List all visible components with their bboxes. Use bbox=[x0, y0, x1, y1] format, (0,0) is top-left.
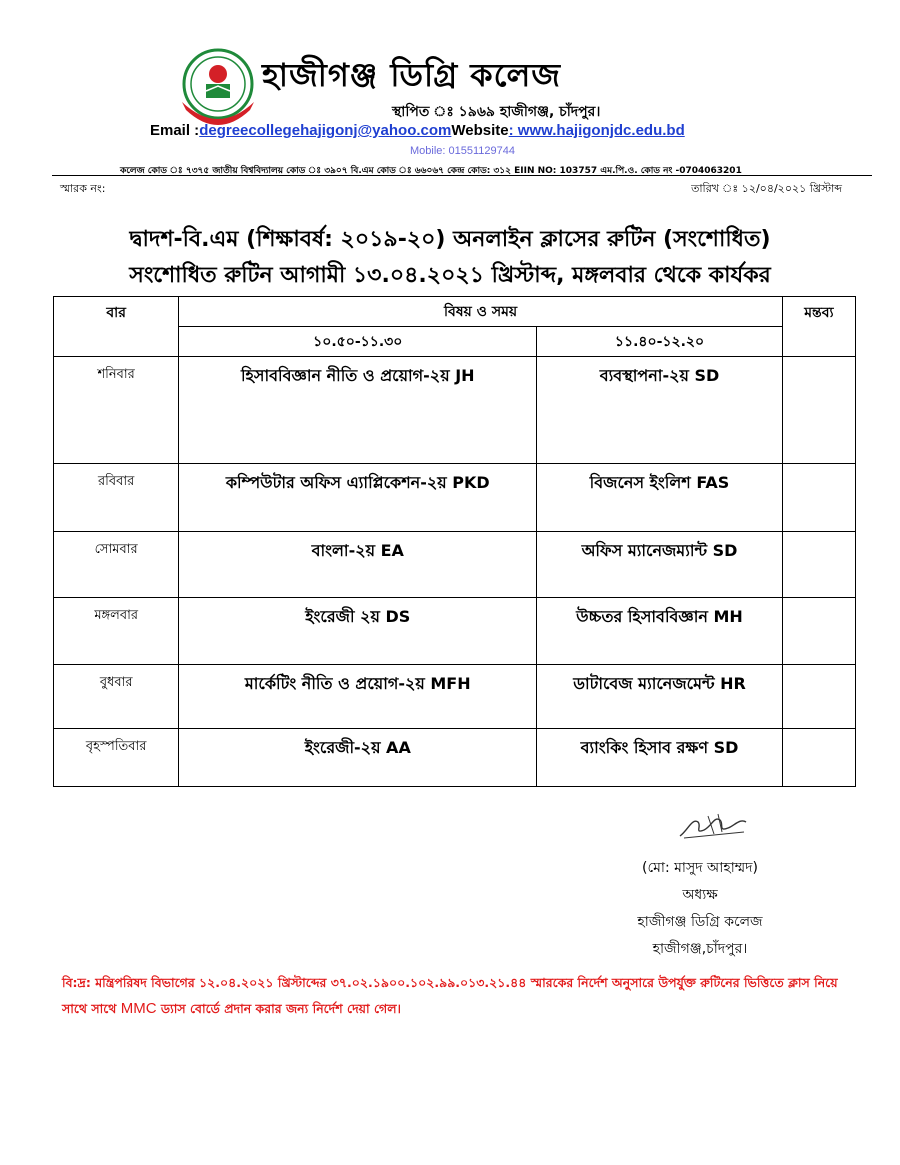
remarks-cell bbox=[782, 532, 855, 598]
website-label: Website bbox=[451, 122, 509, 139]
note-text-1: বি:দ্র: মন্ত্রিপরিষদ বিভাগের ১২.০৪.২০২১ খ্রিস্টাব্দের ৩৭.০২.১৯০০.১০২.৯৯.০১৩.২১.৪৪ স্মারকের নির্দেশ অনুসারে উপর্যুক্ত রুটিনের ভিত্তিতে ক্লাস নিয়ে সাথে সাথে bbox=[62, 975, 838, 1016]
table-row bbox=[54, 357, 856, 464]
college-name: হাজীগঞ্জ ডিগ্রি কলেজ bbox=[262, 56, 562, 94]
remarks-cell bbox=[782, 357, 855, 464]
note-mmc: MMC bbox=[120, 1000, 157, 1017]
signatory-designation: অধ্যক্ষ bbox=[682, 887, 718, 903]
signatory-institution: হাজীগঞ্জ ডিগ্রি কলেজ bbox=[637, 914, 763, 930]
day-cell: রবিবার bbox=[54, 464, 179, 532]
header-slot-1: ১০.৫০-১১.৩০ bbox=[179, 327, 537, 357]
header-day: বার bbox=[54, 297, 179, 357]
slot1-cell: ইংরেজী ২য় DS bbox=[179, 598, 537, 665]
mobile-number: Mobile: 01551129744 bbox=[410, 145, 515, 157]
college-codes: কলেজ কোড ঃ ৭৩৭৫ জাতীয় বিশ্ববিদ্যালয় কোড ঃ ৩৯০৭ বি.এম কোড ঃ ৬৬০৬৭ কেন্দ্র কোড: ৩১২ EIIN NO: 103757 এম.পি.ও. কোড নং -0704063201 bbox=[120, 166, 742, 176]
slot1-cell: মার্কেটিং নীতি ও প্রয়োগ-২য় MFH bbox=[179, 665, 537, 729]
day-cell: বুধবার bbox=[54, 665, 179, 729]
table-row bbox=[54, 598, 856, 665]
table-row bbox=[54, 729, 856, 787]
slot2-cell: ডাটাবেজ ম্যানেজমেন্ট HR bbox=[537, 665, 783, 729]
table-row bbox=[54, 665, 856, 729]
footer-note bbox=[62, 970, 852, 1022]
slot1-cell: হিসাববিজ্ঞান নীতি ও প্রয়োগ-২য় JH bbox=[179, 357, 537, 464]
slot2-cell: বিজনেস ইংলিশ FAS bbox=[537, 464, 783, 532]
established-line: স্থাপিত ঃ ১৯৬৯ হাজীগঞ্জ, চাঁদপুর। bbox=[392, 104, 601, 120]
signatory-name: (মো: মাসুদ আহাম্মদ) bbox=[642, 860, 758, 876]
signatory-location: হাজীগঞ্জ,চাঁদপুর। bbox=[652, 941, 748, 957]
header-divider bbox=[52, 175, 872, 176]
day-cell: শনিবার bbox=[54, 357, 179, 464]
slot2-cell: অফিস ম্যানেজম্যান্ট SD bbox=[537, 532, 783, 598]
routine-title: দ্বাদশ-বি.এম (শিক্ষাবর্ষ: ২০১৯-২০) অনলাইন ক্লাসের রুটিন (সংশোধিত) bbox=[129, 227, 771, 252]
memo-date: তারিখ ঃ ১২/০৪/২০২১ খ্রিস্টাব্দ bbox=[691, 182, 842, 195]
slot1-cell: ইংরেজী-২য় AA bbox=[179, 729, 537, 787]
table-row bbox=[54, 464, 856, 532]
contact-line bbox=[150, 122, 685, 139]
day-cell: বৃহস্পতিবার bbox=[54, 729, 179, 787]
table-row bbox=[54, 532, 856, 598]
remarks-cell bbox=[782, 665, 855, 729]
slot1-cell: বাংলা-২য় EA bbox=[179, 532, 537, 598]
slot2-cell: ব্যাংকিং হিসাব রক্ষণ SD bbox=[537, 729, 783, 787]
header-slot-2: ১১.৪০-১২.২০ bbox=[537, 327, 783, 357]
email-label: Email : bbox=[150, 122, 200, 139]
email-link[interactable]: degreecollegehajigonj@yahoo.com bbox=[199, 122, 452, 139]
remarks-cell bbox=[782, 598, 855, 665]
routine-table bbox=[53, 296, 856, 787]
slot2-cell: উচ্চতর হিসাববিজ্ঞান MH bbox=[537, 598, 783, 665]
day-cell: মঙ্গলবার bbox=[54, 598, 179, 665]
signatory-block bbox=[600, 855, 800, 963]
slot2-cell: ব্যবস্থাপনা-২য় SD bbox=[537, 357, 783, 464]
memo-number: স্মারক নং: bbox=[60, 182, 106, 195]
day-cell: সোমবার bbox=[54, 532, 179, 598]
principal-signature bbox=[674, 808, 754, 844]
header-subject-time: বিষয় ও সময় bbox=[179, 297, 783, 327]
slot1-cell: কম্পিউটার অফিস এ্যাপ্লিকেশন-২য় PKD bbox=[179, 464, 537, 532]
remarks-cell bbox=[782, 729, 855, 787]
routine-subtitle: সংশোধিত রুটিন আগামী ১৩.০৪.২০২১ খ্রিস্টাব্দ, মঙ্গলবার থেকে কার্যকর bbox=[129, 263, 771, 288]
college-logo bbox=[176, 44, 260, 128]
note-text-2: ড্যাস বোর্ডে প্রদান করার জন্য নির্দেশ দেয়া গেল। bbox=[160, 1001, 402, 1016]
website-link[interactable]: : www.hajigonjdc.edu.bd bbox=[508, 122, 685, 139]
remarks-cell bbox=[782, 464, 855, 532]
header-remarks: মন্তব্য bbox=[782, 297, 855, 357]
